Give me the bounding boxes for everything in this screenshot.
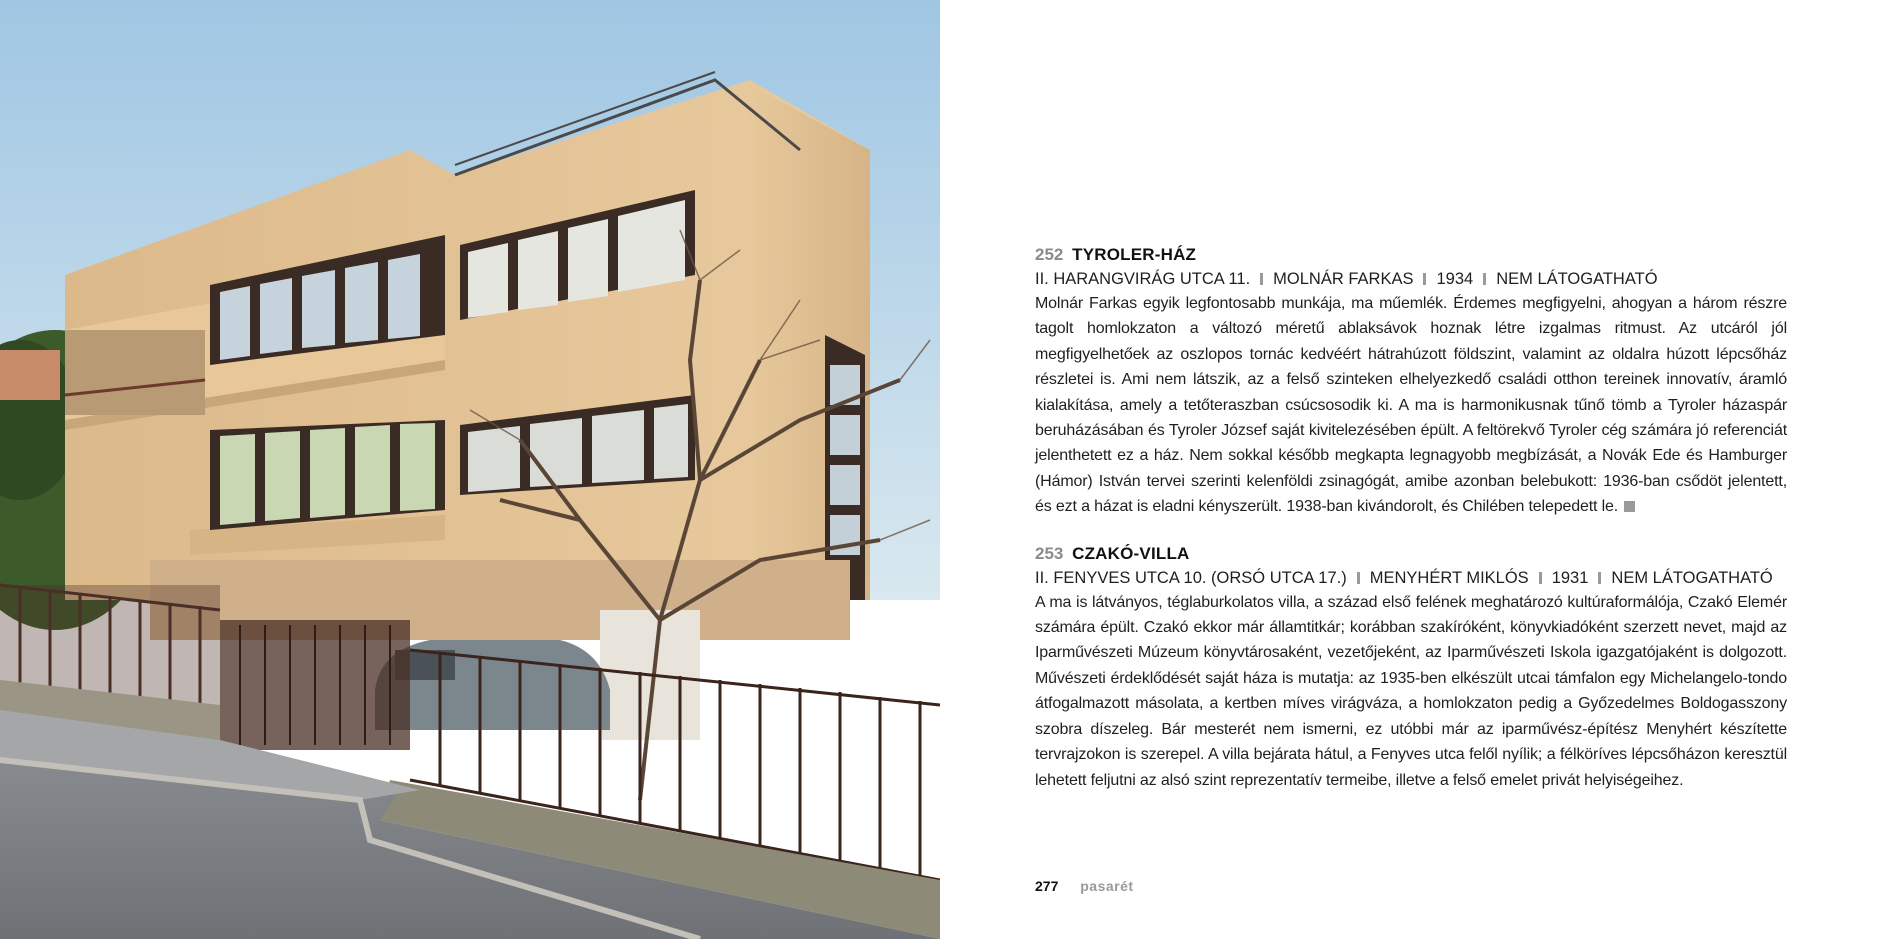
- entry-number: 253: [1035, 543, 1064, 563]
- entry-visit-status: NEM LÁTOGATHATÓ: [1611, 568, 1773, 587]
- entry-meta: [1035, 269, 1787, 290]
- entry-name: TYROLER-HÁZ: [1072, 245, 1197, 264]
- entry-address: II. FENYVES UTCA 10. (ORSÓ UTCA 17.): [1035, 568, 1347, 587]
- separator-bar: [1423, 273, 1426, 285]
- page-number: 277: [1035, 878, 1059, 894]
- entry-253: [1035, 544, 1787, 793]
- entry-year: 1931: [1551, 568, 1589, 587]
- page-footer: [1035, 878, 1134, 894]
- entry-body-text: A ma is látványos, téglaburkolatos villa, a század első felének meghatározó kultúraformálója, Czakó Elemér számára épült. Czakó ekkor már államtitkár; korábban szakíróként, könyvkiadóként szerzett nevet, majd az Iparművészeti Múzeum könyvtárosaként, vezetőjeként, az Iparművészeti Iskola igazgatójaként is dolgozott. Művészeti érdeklődését saját háza is mutatja: az 1935-ben elkészült utcai támfalon egy Michelangelo-tondo átfogalmazott másolata, a kertben míves virágváza, a homlokzaton pedig a Győzedelmes Boldogasszony szobra díszeleg. Bár mesterét nem ismerni, ez utóbbi már az iparművész-építész Menyhért készítette tervrajzokon is szerepel. A villa bejárata hátul, a Fenyves utca felől nyílik; a félköríves lépcsőházon keresztül lehetett feljutni az alsó szint reprezentatív termeibe, illetve a felső emelet privát helyiségeihez.: [1035, 593, 1787, 789]
- section-name: pasarét: [1080, 878, 1134, 894]
- end-mark-icon: [1624, 501, 1635, 512]
- entry-252: [1035, 245, 1787, 520]
- entry-body: [1035, 590, 1787, 793]
- entry-architect: MOLNÁR FARKAS: [1273, 270, 1414, 288]
- entry-body: [1035, 291, 1787, 520]
- separator-bar: [1598, 572, 1601, 584]
- entry-name: CZAKÓ-VILLA: [1072, 543, 1190, 563]
- entry-number: 252: [1035, 245, 1064, 264]
- entry-heading: [1035, 245, 1787, 265]
- text-column: [1035, 245, 1787, 817]
- entry-year: 1934: [1436, 270, 1474, 288]
- entry-address: II. HARANGVIRÁG UTCA 11.: [1035, 270, 1251, 288]
- entry-body-text: Molnár Farkas egyik legfontosabb munkája, ma műemlék. Érdemes megfigyelni, ahogyan a három részre tagolt homlokzaton a változó méretű ablaksávok hoznak létre izgalmas ritmust. Az utcáról jól megfigyelhetőek az oszlopos tornác kedvéért hátrahúzott földszint, valamint az oldalra húzott lépcsőház részletei is. Ami nem látszik, az a felső szinteken elhelyezkedő családi otthon tereinek innovatív, áramló kialakítása, amely a tetőteraszban csúcsosodik ki. A ma is harmonikusnak tűnő tömb a Tyroler házaspár beruházásában és Tyroler József saját kivitelezésében épült. A feltörekvő Tyroler cég számára jó referenciát jelenthetett ez a ház. Nem sokkal később megkapta legnagyobb megbízását, a Novák Ede és Hamburger (Hámor) István tervei szerinti kelenföldi zsinagógát, amibe azonban belebukott: 1936-ban csődöt jelentett, és ezt a házat is eladni kényszerült. 1938-ban kivándorolt, és Chilében telepedett le.: [1035, 295, 1787, 516]
- separator-bar: [1483, 273, 1486, 285]
- entry-visit-status: NEM LÁTOGATHATÓ: [1496, 270, 1658, 288]
- separator-bar: [1539, 572, 1542, 584]
- text-page: [940, 0, 1878, 939]
- entry-meta: [1035, 568, 1787, 589]
- entry-heading: [1035, 544, 1787, 564]
- entry-architect: MENYHÉRT MIKLÓS: [1369, 568, 1529, 587]
- separator-bar: [1357, 572, 1360, 584]
- separator-bar: [1260, 273, 1263, 285]
